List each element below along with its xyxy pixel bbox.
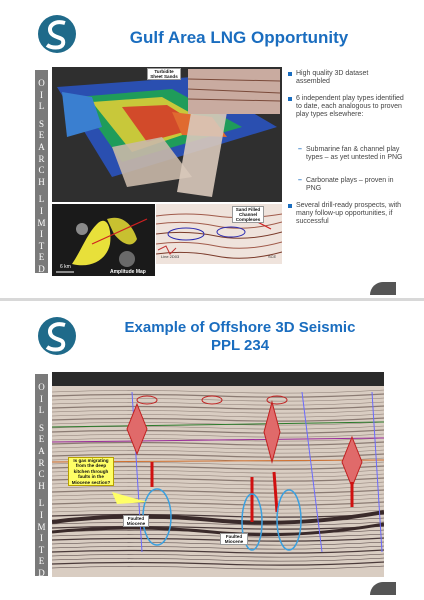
corner-tab bbox=[370, 282, 396, 295]
sidebar-letter: E bbox=[38, 252, 45, 263]
slide-title-line2: PPL 234 bbox=[210, 337, 270, 354]
callout-gas-migration: Is gas migrating from the deep kitchen through faults in the Miocene section? bbox=[68, 457, 114, 486]
sidebar-letter: E bbox=[38, 434, 45, 445]
bullet-2: 6 independent play types identified to date, each analogous to proven play types elsewhere: bbox=[296, 95, 404, 120]
oil-search-logo bbox=[37, 316, 77, 356]
sidebar-letter: S bbox=[38, 118, 44, 129]
sidebar-letter: D bbox=[38, 263, 45, 274]
sidebar-letter: R bbox=[38, 153, 45, 164]
label-faulted-miocene-right: Faulted Miocene bbox=[220, 533, 248, 545]
slide-separator bbox=[0, 298, 424, 301]
sub-bullet-2: – Carbonate plays – proven in PNG bbox=[298, 177, 394, 193]
sidebar-letter: L bbox=[38, 101, 45, 112]
slide-title: Gulf Area LNG Opportunity bbox=[129, 28, 349, 47]
sidebar-letter: M bbox=[37, 521, 46, 532]
sidebar-oil-search bbox=[35, 70, 48, 273]
amplitude-map-label: Amplitude Map bbox=[110, 269, 146, 275]
label-faulted-miocene-left: Faulted Miocene bbox=[123, 515, 149, 527]
sidebar-letter: L bbox=[38, 498, 45, 509]
sidebar-letter: E bbox=[38, 130, 45, 141]
sidebar-letter: O bbox=[38, 382, 45, 392]
sidebar-letter: S bbox=[38, 422, 44, 433]
corner-tab bbox=[370, 582, 396, 595]
sidebar-letter: H bbox=[38, 176, 45, 187]
sidebar-letter: M bbox=[37, 217, 46, 228]
bullet-3: Several drill-ready prospects, with many follow-up opportunities, if successful bbox=[296, 202, 404, 227]
sidebar-letter: I bbox=[40, 393, 43, 404]
oil-search-logo bbox=[37, 14, 77, 54]
seismic-small-left-label: Line 2D03 bbox=[161, 254, 180, 259]
slide-title-line1: Example of Offshore 3D Seismic bbox=[124, 319, 356, 336]
sidebar-letter: I bbox=[40, 533, 43, 544]
sidebar-letter: L bbox=[38, 194, 45, 205]
sidebar-letter: O bbox=[38, 78, 45, 88]
sidebar-letter: A bbox=[38, 141, 45, 152]
sidebar-letter: I bbox=[40, 89, 43, 100]
sidebar-letter: R bbox=[38, 457, 45, 468]
sidebar-oil-search bbox=[35, 374, 48, 576]
sidebar-letter: D bbox=[38, 567, 45, 578]
sidebar-letter: T bbox=[38, 544, 45, 555]
sidebar-letter: I bbox=[40, 205, 43, 216]
slide-offshore-3d bbox=[0, 302, 424, 599]
label-turbidite: Turbidite Sheet Sands bbox=[147, 68, 181, 80]
sidebar-letter: L bbox=[38, 405, 45, 416]
seismic-small-right-label: SCE bbox=[268, 254, 277, 259]
sidebar-letter: C bbox=[38, 469, 45, 480]
sidebar-letter: A bbox=[38, 445, 45, 456]
sidebar-letter: C bbox=[38, 165, 45, 176]
seismic-3d-figure bbox=[52, 67, 282, 202]
sidebar-letter: H bbox=[38, 480, 45, 491]
slide-gulf-area bbox=[0, 0, 424, 297]
sub-bullet-1: – Submarine fan & channel play types – as yet untested in PNG bbox=[298, 146, 403, 162]
bullet-1: High quality 3D dataset assembled bbox=[296, 70, 404, 86]
sidebar-letter: E bbox=[38, 556, 45, 567]
sidebar-letter: I bbox=[40, 229, 43, 240]
sidebar-letter: T bbox=[38, 240, 45, 251]
scale-label: 6 km bbox=[60, 264, 71, 270]
sidebar-letter: I bbox=[40, 509, 43, 520]
label-sand-filled-channel: Sand Filled Channel Complexes bbox=[232, 206, 264, 223]
